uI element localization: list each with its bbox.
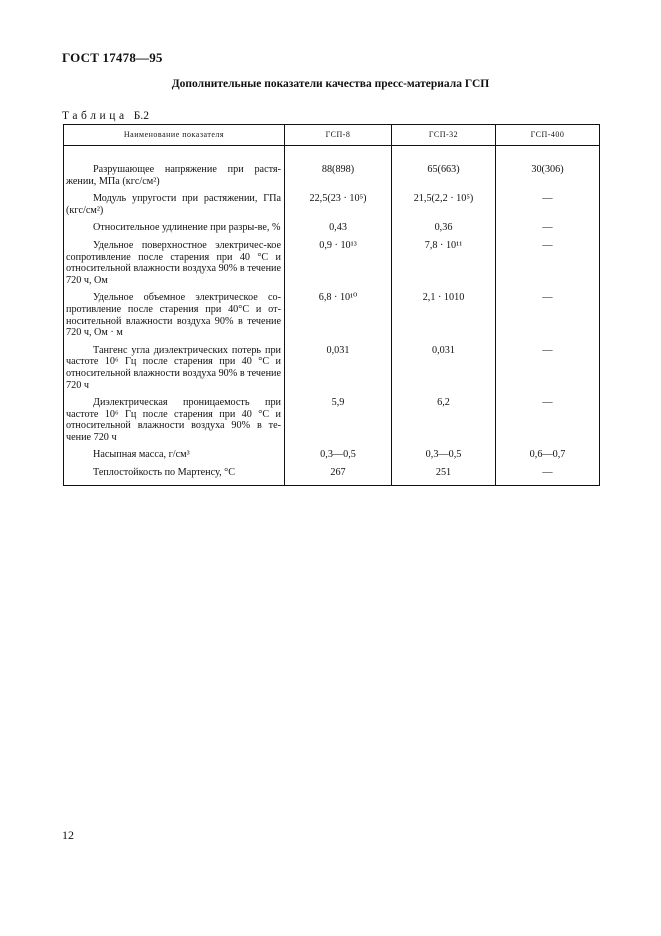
gsp-32-value-cell: 7,8 · 10¹¹ (392, 240, 496, 292)
gsp-400-value-cell: — (496, 467, 600, 485)
column-header-gsp-400: ГСП-400 (496, 125, 600, 146)
column-header-indicator-name: Наименование показателя (64, 125, 285, 146)
gsp-8-value-cell: 0,9 · 10¹³ (285, 240, 392, 292)
table-row (64, 222, 600, 240)
table-row (64, 345, 600, 397)
gsp-400-value-cell: — (496, 240, 600, 292)
table-row (64, 449, 600, 467)
indicator-name-cell: Насыпная масса, г/см³ (64, 449, 285, 467)
gsp-32-value-cell: 0,3—0,5 (392, 449, 496, 467)
gsp-32-value-cell: 2,1 · 1010 (392, 292, 496, 344)
gsp-32-value-cell: 0,36 (392, 222, 496, 240)
gsp-8-value-cell: 0,3—0,5 (285, 449, 392, 467)
indicator-name-cell: Удельное объемное электрическое со-противление после старения при 40°С и от-носительной влажности воздуха 90% в течение 720 ч, Ом · м (64, 292, 285, 344)
indicator-name-cell: Тангенс угла диэлектрических потерь при частоте 10⁶ Гц после старения при 40 °С и относительной влажности воздуха 90% в течение 720 ч (64, 345, 285, 397)
gsp-400-value-cell: — (496, 345, 600, 397)
gsp-400-value-cell: 0,6—0,7 (496, 449, 600, 467)
table-row (64, 240, 600, 292)
table-row (64, 164, 600, 193)
indicator-name-cell: Модуль упругости при растяжении, ГПа (кгс/см²) (64, 193, 285, 222)
gsp-32-value-cell: 0,031 (392, 345, 496, 397)
column-header-gsp-8: ГСП-8 (285, 125, 392, 146)
indicator-name-cell: Разрушающее напряжение при растя-жении, МПа (кгс/см²) (64, 164, 285, 193)
gsp-8-value-cell: 0,031 (285, 345, 392, 397)
table-caption-word: Таблица (62, 110, 128, 122)
gsp-32-value-cell: 6,2 (392, 397, 496, 449)
gsp-400-value-cell: — (496, 292, 600, 344)
gsp-8-value-cell: 0,43 (285, 222, 392, 240)
table-row (64, 193, 600, 222)
indicator-name-cell: Диэлектрическая проницаемость при частоте 10⁶ Гц после старения при 40 °С и относительной влажности воздуха 90% в те-чение 720 ч (64, 397, 285, 449)
gsp-32-value-cell: 21,5(2,2 · 10⁵) (392, 193, 496, 222)
column-header-gsp-32: ГСП-32 (392, 125, 496, 146)
gsp-8-value-cell: 22,5(23 · 10⁵) (285, 193, 392, 222)
gsp-32-value-cell: 65(663) (392, 164, 496, 193)
gsp-400-value-cell: 30(306) (496, 164, 600, 193)
table-caption (62, 110, 149, 122)
gsp-8-value-cell: 5,9 (285, 397, 392, 449)
page-number: 12 (62, 828, 74, 842)
table-spacer-row (64, 146, 600, 165)
gsp-8-value-cell: 6,8 · 10¹⁰ (285, 292, 392, 344)
gsp-8-value-cell: 267 (285, 467, 392, 485)
document-title: Дополнительные показатели качества пресс-материала ГСП (171, 78, 490, 90)
table-row (64, 292, 600, 344)
table-row (64, 467, 600, 485)
gsp-32-value-cell: 251 (392, 467, 496, 485)
gsp-400-value-cell: — (496, 397, 600, 449)
quality-indicators-table (63, 124, 600, 486)
table-header-row (64, 125, 600, 146)
indicator-name-cell: Относительное удлинение при разры-ве, % (64, 222, 285, 240)
gsp-400-value-cell: — (496, 193, 600, 222)
table-row (64, 397, 600, 449)
indicator-name-cell: Удельное поверхностное электричес-кое сопротивление после старения при 40 °С и относительной влажности воздуха 90% в течение 720 ч, Ом (64, 240, 285, 292)
table-caption-number: Б.2 (133, 110, 149, 122)
gsp-8-value-cell: 88(898) (285, 164, 392, 193)
indicator-name-cell: Теплостойкость по Мартенсу, °С (64, 467, 285, 485)
gsp-400-value-cell: — (496, 222, 600, 240)
document-standard-number: ГОСТ 17478—95 (62, 50, 163, 65)
